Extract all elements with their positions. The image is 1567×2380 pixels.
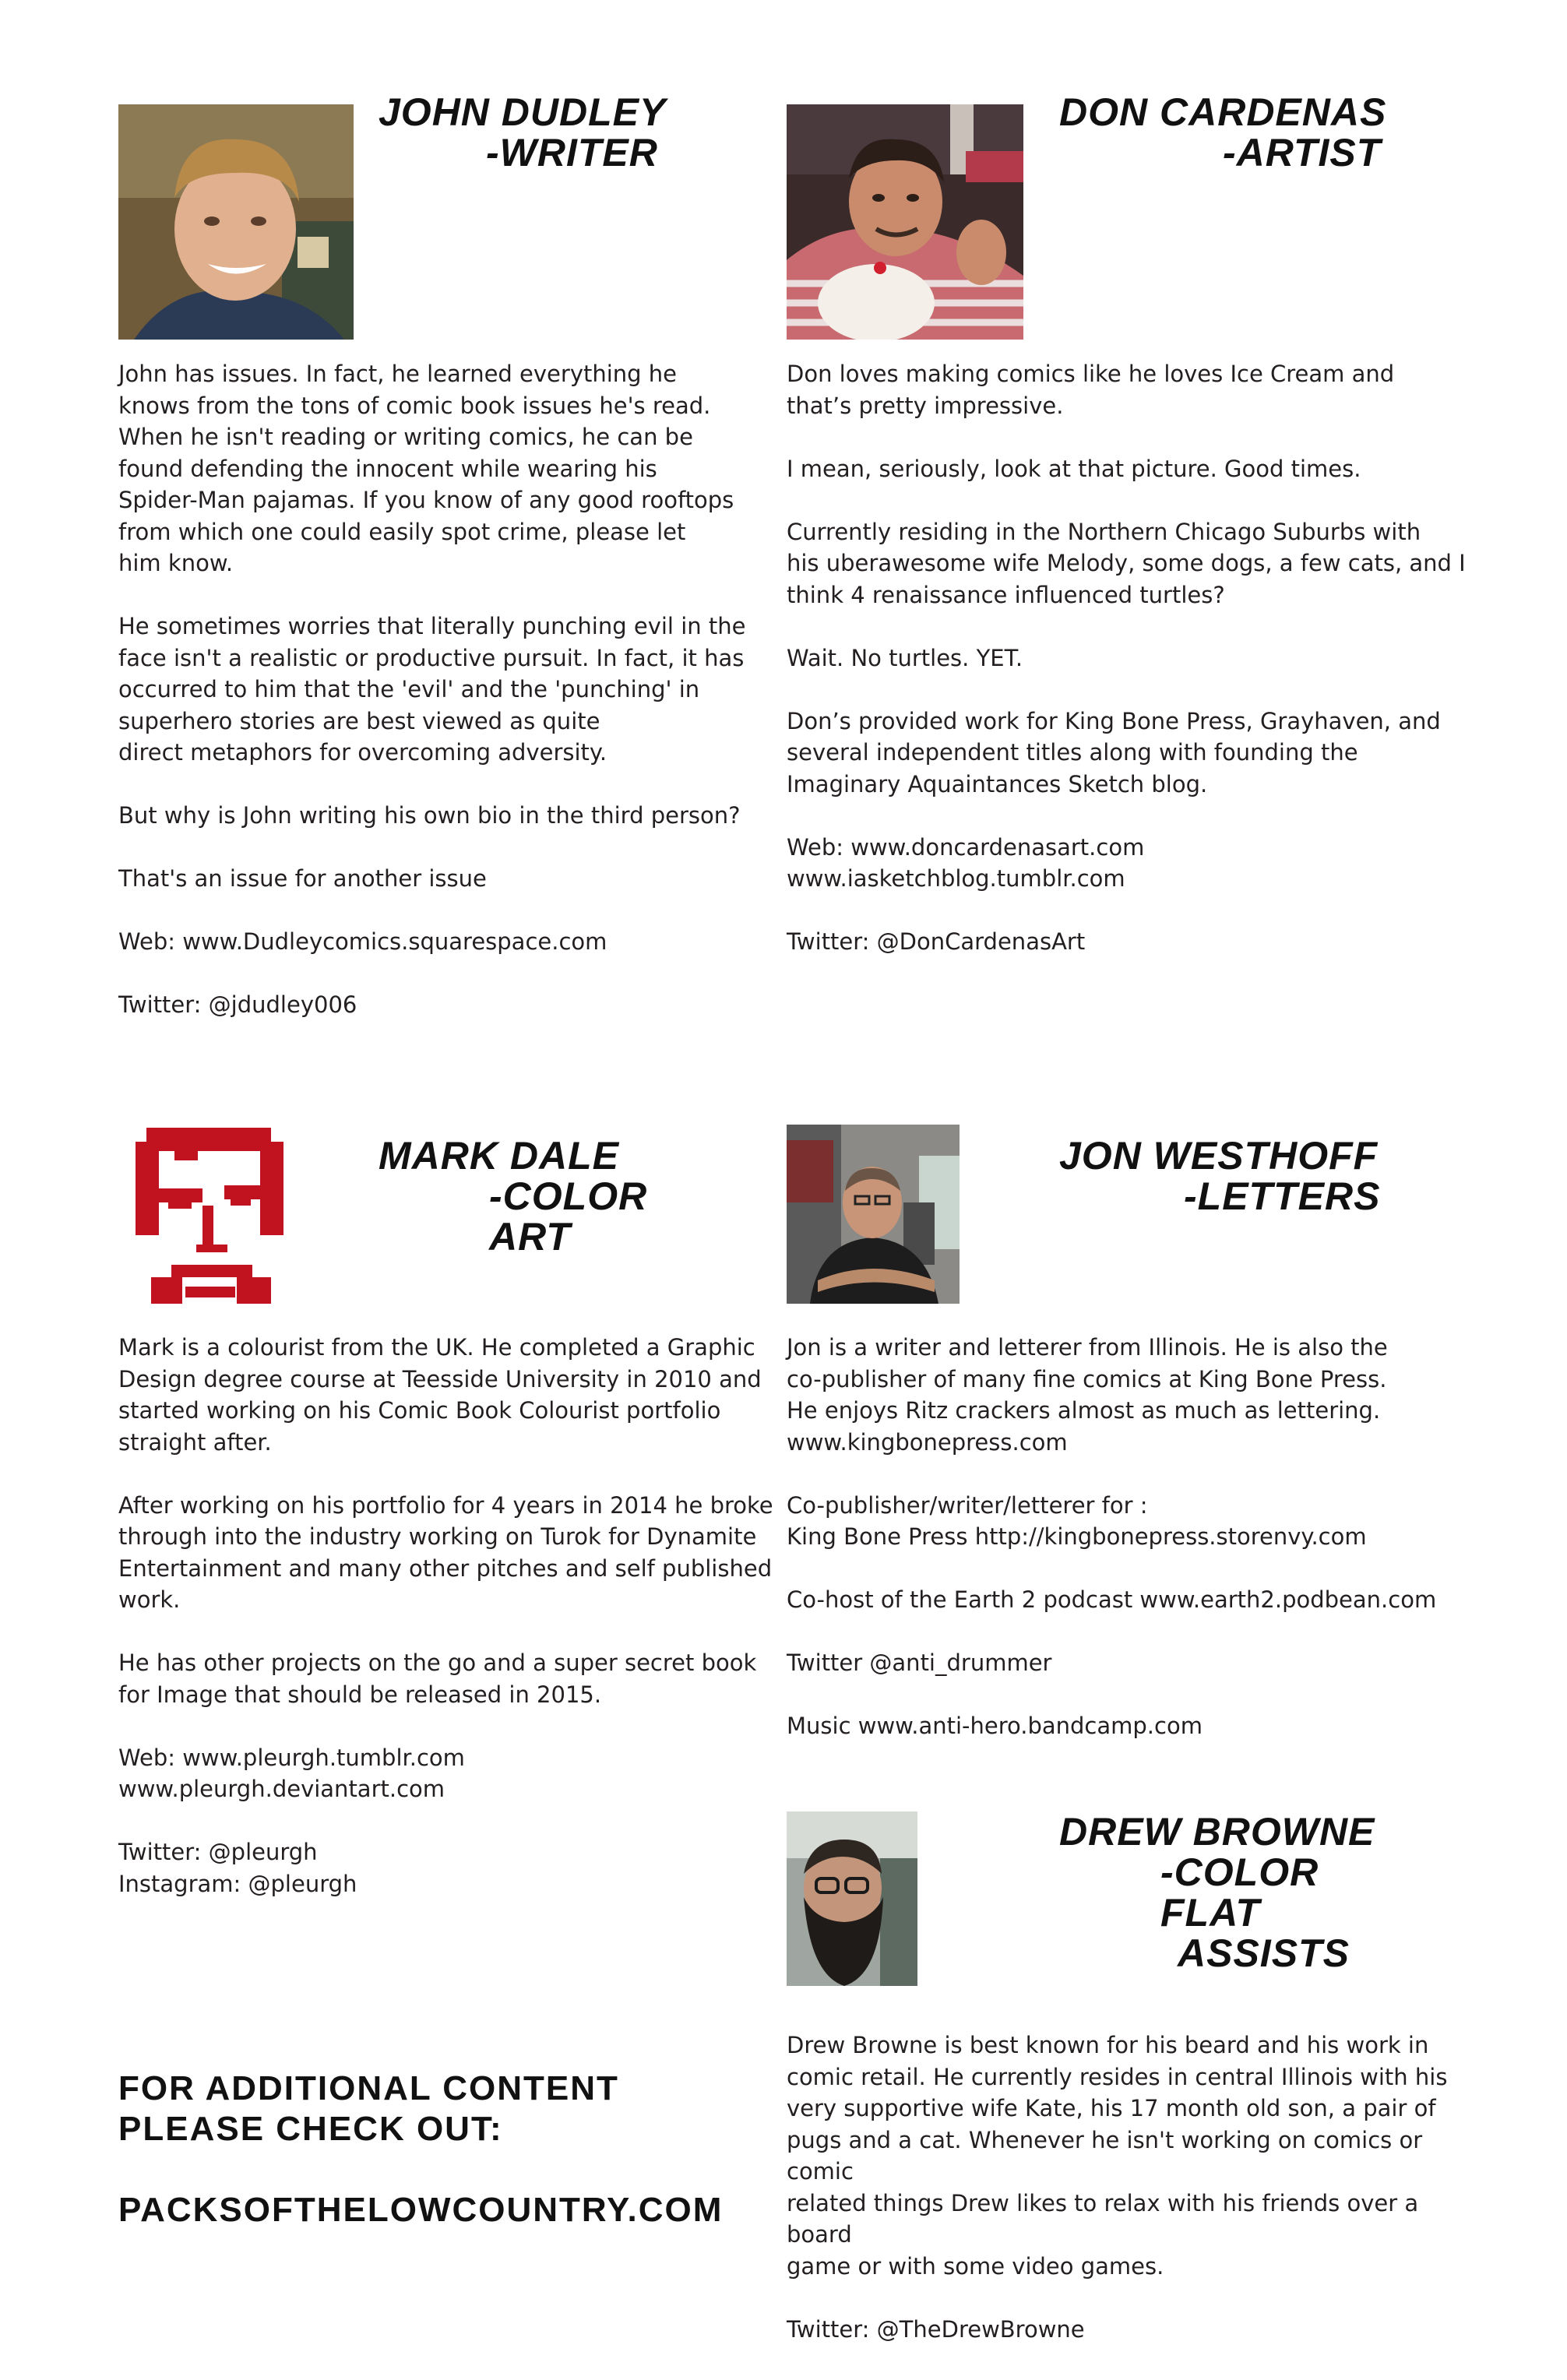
additional-content-promo [118, 2068, 757, 2230]
jon-westhoff-photo [787, 1125, 960, 1304]
mark-social: Twitter: @pleurgh Instagram: @pleurgh [118, 1839, 357, 1897]
don-cardenas-role: -ARTIST [1223, 131, 1382, 174]
john-dudley-heading [379, 92, 706, 173]
mark-bio-paragraph: He has other projects on the go and a super secret book for Image that should be released in 2015. [118, 1649, 757, 1708]
don-bio-paragraph: Wait. No turtles. YET. [787, 644, 1023, 671]
john-dudley-photo [118, 104, 354, 340]
john-dudley-bio [118, 358, 773, 1021]
jon-westhoff-role: -LETTERS [1184, 1174, 1381, 1218]
mark-dale-name: MARK DALE [379, 1134, 619, 1178]
don-bio-paragraph: I mean, seriously, look at that picture. Good times. [787, 455, 1361, 482]
don-cardenas-heading [1059, 92, 1402, 173]
jon-bio-paragraph: Jon is a writer and letterer from Illinois. He is also the co-publisher of many fine comics at King Bone Press. He enjoys Ritz crackers almost as much as lettering. www.kingbonepress.com [787, 1334, 1388, 1456]
mark-dale-pixel-portrait [136, 1128, 288, 1304]
don-bio-paragraph: Currently residing in the Northern Chicago Suburbs with his uberawesome wife Melody, some dogs, a few cats, and I think 4 renaissance influenced turtles? [787, 518, 1466, 608]
promo-url[interactable]: PACKSOFTHELOWCOUNTRY.COM [118, 2191, 724, 2229]
john-bio-paragraph: But why is John writing his own bio in the third person? [118, 802, 741, 829]
drew-twitter: Twitter: @TheDrewBrowne [787, 2315, 1085, 2343]
drew-browne-photo [787, 1811, 917, 1986]
jon-bio-paragraph: Co-publisher/writer/letterer for : King Bone Press http://kingbonepress.storenvy.com [787, 1491, 1367, 1550]
jon-twitter: Twitter @anti_drummer [787, 1649, 1052, 1676]
drew-browne-name: DREW BROWNE [1059, 1810, 1375, 1854]
drew-browne-heading [1059, 1811, 1417, 1973]
john-bio-paragraph: John has issues. In fact, he learned everything he knows from the tons of comic book issues he's read. When he isn't reading or writing comics, he can be found defending the innocent while wearing his Spider-Man pajamas. If you know of any good rooftops from which one could easily spot crime, please let him know. [118, 361, 734, 576]
mark-dale-heading [379, 1135, 737, 1257]
don-bio-paragraph: Don loves making comics like he loves Ice Cream and that’s pretty impressive. [787, 361, 1395, 419]
john-dudley-name: JOHN DUDLEY [379, 90, 667, 134]
jon-westhoff-bio [787, 1332, 1472, 1742]
drew-browne-bio [787, 2030, 1488, 2345]
drew-bio-paragraph: Drew Browne is best known for his beard and his work in comic retail. He currently resides in central Illinois with his very supportive wife Kate, his 17 month old son, a pair of pugs and a cat. Whenever he isn't working on comics or comic related things Drew likes to relax with his friends over a board game or with some video games. [787, 2032, 1448, 2280]
john-dudley-role: -WRITER [486, 131, 658, 174]
don-bio-paragraph: Don’s provided work for King Bone Press, Grayhaven, and several independent titles along with founding the Imaginary Aquaintances Sketch blog. [787, 707, 1441, 797]
john-bio-paragraph: That's an issue for another issue [118, 865, 487, 892]
john-twitter: Twitter: @jdudley006 [118, 991, 357, 1018]
mark-bio-paragraph: Mark is a colourist from the UK. He completed a Graphic Design degree course at Teesside University in 2010 and started working on his Comic Book Colourist portfolio straight after. [118, 1334, 762, 1456]
drew-browne-role-cont: ASSISTS [1178, 1931, 1350, 1975]
don-web: Web: www.doncardenasart.com www.iasketchblog.tumblr.com [787, 833, 1145, 892]
mark-dale-bio [118, 1332, 788, 1899]
mark-dale-role: -COLOR ART [489, 1174, 648, 1259]
drew-browne-role: -COLOR FLAT [1160, 1850, 1319, 1935]
promo-line-2: PLEASE CHECK OUT: [118, 2110, 503, 2148]
don-cardenas-name: DON CARDENAS [1059, 90, 1387, 134]
don-cardenas-bio [787, 358, 1472, 958]
don-twitter: Twitter: @DonCardenasArt [787, 928, 1086, 955]
jon-westhoff-heading [1059, 1135, 1417, 1216]
don-cardenas-photo [787, 104, 1023, 340]
john-web: Web: www.Dudleycomics.squarespace.com [118, 928, 607, 955]
mark-bio-paragraph: After working on his portfolio for 4 years in 2014 he broke through into the industry working on Turok for Dynamite Entertainment and many other pitches and self published work. [118, 1491, 773, 1613]
jon-westhoff-name: JON WESTHOFF [1059, 1134, 1379, 1178]
john-bio-paragraph: He sometimes worries that literally punching evil in the face isn't a realistic or productive pursuit. In fact, it has occurred to him that the 'evil' and the 'punching' in superhero stories are best viewed as quite direct metaphors for overcoming adversity. [118, 613, 746, 766]
jon-bio-paragraph: Co-host of the Earth 2 podcast www.earth2.podbean.com [787, 1586, 1437, 1613]
jon-music: Music www.anti-hero.bandcamp.com [787, 1713, 1203, 1739]
mark-web: Web: www.pleurgh.tumblr.com www.pleurgh.deviantart.com [118, 1744, 465, 1802]
promo-line-1: FOR ADDITIONAL CONTENT [118, 2069, 619, 2107]
